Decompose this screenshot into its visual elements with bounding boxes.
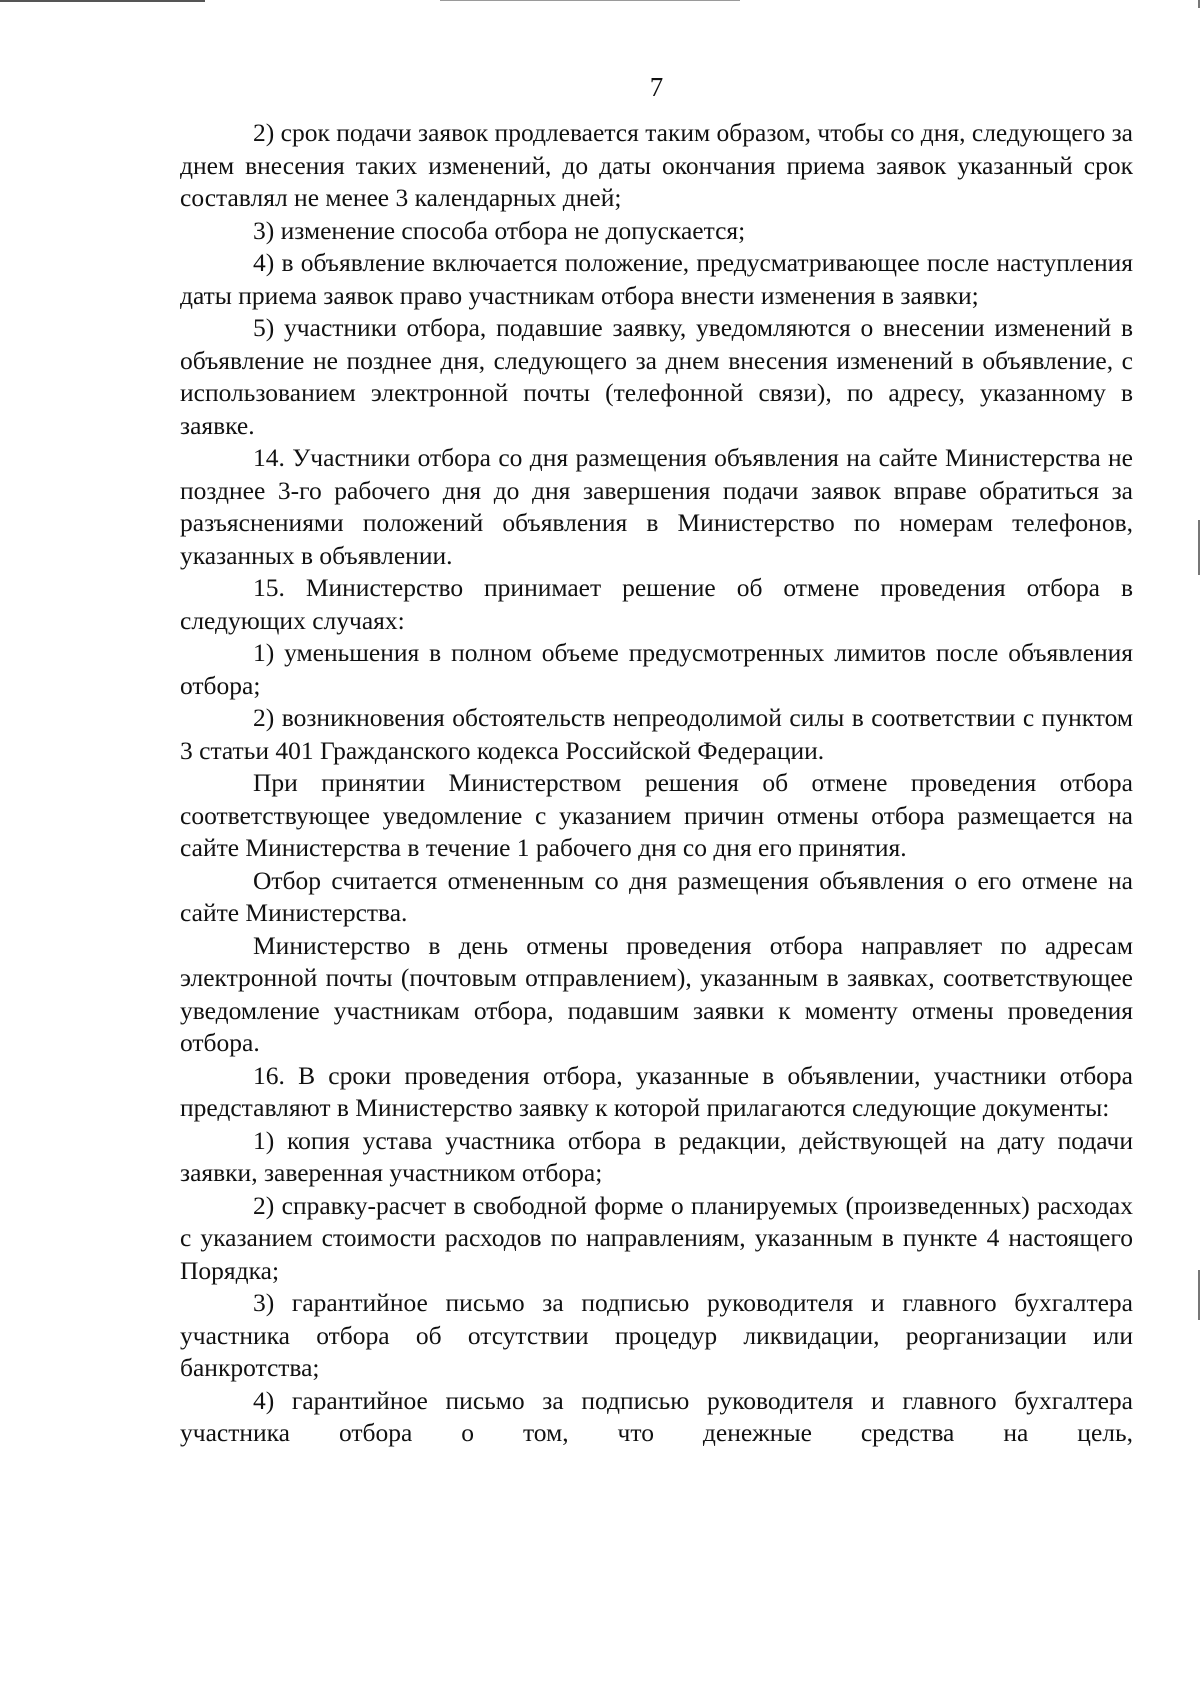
paragraph-cancel-case-2: 2) возникновения обстоятельств непреодолимой силы в соответствии с пунктом 3 статьи 401 Гражданского кодекса Российской Федерации. [180,703,1133,765]
paragraph-clause-16: 16. В сроки проведения отбора, указанные в объявлении, участники отбора представляют в Министерство заявку к которой прилагаются следующие документы: [180,1060,1133,1122]
paragraph-doc-4-guarantee: 4) гарантийное письмо за подписью руководителя и главного бухгалтера участника отбора о том, что денежные средства на цель, [180,1385,1133,1447]
paragraph-item-3-method: 3) изменение способа отбора не допускается; [253,215,746,245]
paragraph-clause-15: 15. Министерство принимает решение об отмене проведения отбора в следующих случаях: [180,573,1133,635]
paragraph-doc-1-charter: 1) копия устава участника отбора в редакции, действующей на дату подачи заявки, заверенная участником отбора; [180,1125,1133,1187]
paragraph-cancel-mailing: Министерство в день отмены проведения отбора направляет по адресам электронной почты (почтовым отправлением), указанным в заявках, соответствующее уведомление участникам отбора, подавшим заявки к моменту отмены проведения отбора. [180,930,1133,1057]
paragraph-cancel-case-1: 1) уменьшения в полном объеме предусмотренных лимитов после объявления отбора; [180,638,1133,700]
paragraph-item-2-deadline: 2) срок подачи заявок продлевается таким образом, чтобы со дня, следующего за днем внесения таких изменений, до даты окончания приема заявок указанный срок составлял не менее 3 календарных дней; [180,118,1133,212]
page-number: 7 [649,72,664,102]
scan-edge-mark [0,0,205,2]
scan-edge-mark [440,0,740,1]
paragraph-clause-14: 14. Участники отбора со дня размещения объявления на сайте Министерства не позднее 3-го рабочего дня до дня завершения подачи заявок вправе обратиться за разъяснениями положений объявления в Министерство по номерам телефонов, указанных в объявлении. [180,443,1133,570]
paragraph-cancel-effective: Отбор считается отмененным со дня размещения объявления о его отмене на сайте Министерства. [180,865,1133,927]
paragraph-cancel-notice: При принятии Министерством решения об отмене проведения отбора соответствующее уведомление с указанием причин отмены отбора размещается на сайте Министерства в течение 1 рабочего дня со дня его принятия. [180,768,1133,862]
document-body [180,117,1133,1450]
paragraph-doc-3-guarantee: 3) гарантийное письмо за подписью руководителя и главного бухгалтера участника отбора об отсутствии процедур ликвидации, реорганизации или банкротства; [180,1288,1133,1382]
paragraph-doc-2-estimate: 2) справку-расчет в свободной форме о планируемых (произведенных) расходах с указанием стоимости расходов по направлениям, указанным в пункте 4 настоящего Порядка; [180,1190,1133,1285]
paragraph-item-5-notification: 5) участники отбора, подавшие заявку, уведомляются о внесении изменений в объявление не позднее дня, следующего за днем внесения изменений в объявление, с использованием электронной почты (телефонной связи), по адресу, указанному в заявке. [180,313,1133,440]
paragraph-item-4-changes: 4) в объявление включается положение, предусматривающее после наступления даты приема заявок право участникам отбора внести изменения в заявки; [180,248,1133,310]
